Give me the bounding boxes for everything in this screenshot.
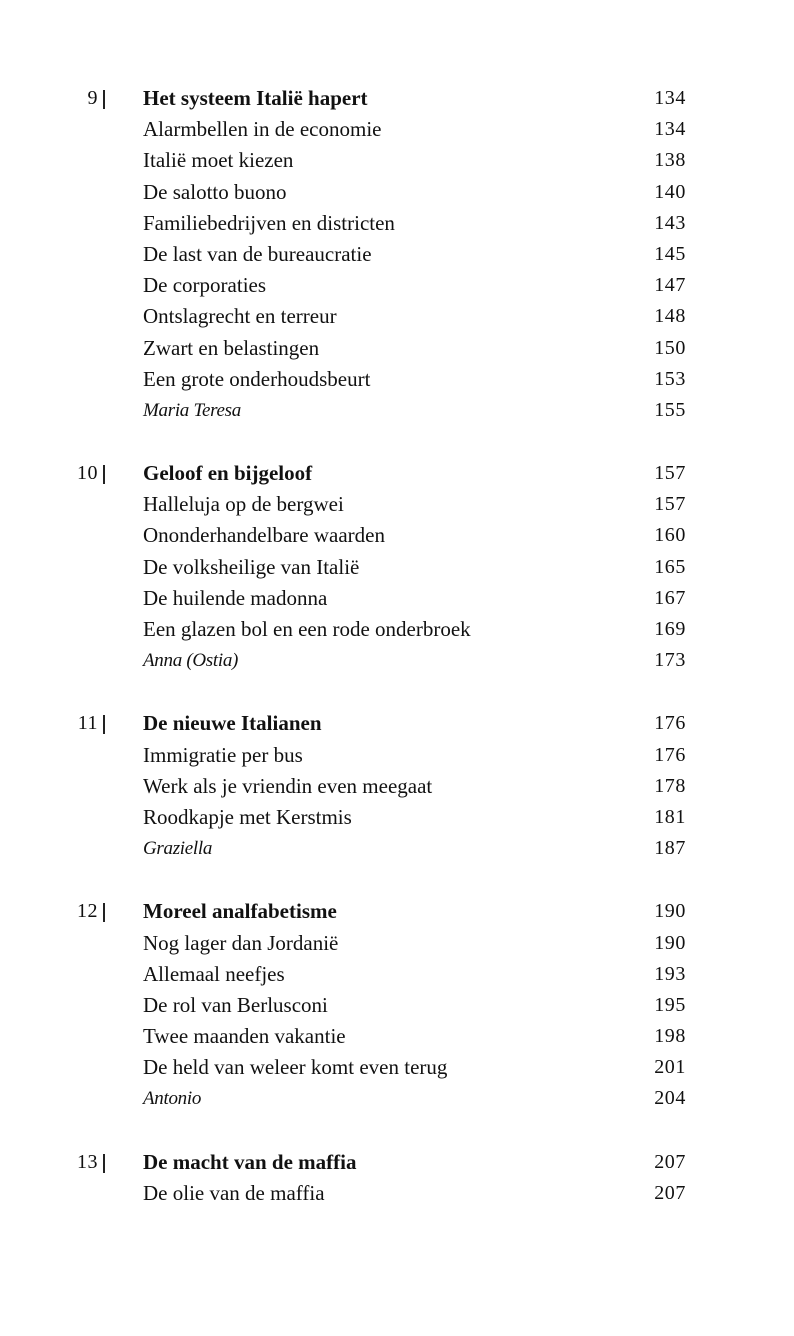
section-page-number: 155 [654, 398, 686, 421]
chapter-page-number: 157 [654, 462, 686, 485]
section-title: Ontslagrecht en terreur [143, 304, 337, 329]
chapter-block [0, 1147, 794, 1209]
section-page-number: 148 [654, 305, 686, 328]
section-entry[interactable] [0, 990, 794, 1021]
section-page-number: 207 [654, 1181, 686, 1204]
section-entry[interactable] [0, 1021, 794, 1052]
section-title: Familiebedrijven en districten [143, 210, 395, 235]
section-title: De held van weleer komt even terug [143, 1055, 448, 1080]
section-entry[interactable] [0, 959, 794, 990]
section-page-number: 195 [654, 993, 686, 1016]
chapter-heading[interactable] [0, 458, 794, 489]
section-title: Italië moet kiezen [143, 148, 294, 173]
chapter-block [0, 708, 794, 864]
section-title: Antonio [143, 1088, 202, 1110]
section-page-number: 204 [654, 1087, 686, 1110]
section-page-number: 169 [654, 618, 686, 640]
chapter-divider [103, 715, 105, 734]
section-title: Graziella [143, 838, 213, 860]
chapter-block [0, 83, 794, 426]
chapter-title: De nieuwe Italianen [143, 711, 322, 736]
section-page-number: 201 [654, 1056, 686, 1079]
section-entry[interactable] [0, 333, 794, 364]
chapter-heading[interactable] [0, 896, 794, 927]
section-entry[interactable] [0, 1178, 794, 1209]
section-entry[interactable] [0, 489, 794, 520]
chapter-number: 12 [77, 900, 98, 923]
section-page-number: 193 [654, 962, 686, 985]
section-entry[interactable] [0, 740, 794, 771]
section-entry[interactable] [0, 364, 794, 395]
section-title: Halleluja op de bergwei [143, 492, 344, 517]
section-entry[interactable] [0, 114, 794, 145]
section-title: Immigratie per bus [143, 742, 303, 767]
section-page-number: 145 [654, 242, 686, 265]
chapter-divider [103, 1154, 105, 1173]
section-title: Anna (Ostia) [143, 650, 239, 672]
section-entry[interactable] [0, 177, 794, 208]
chapter-title: Moreel analfabetisme [143, 899, 337, 924]
chapter-page-number: 207 [654, 1150, 686, 1173]
section-entry[interactable] [0, 208, 794, 239]
chapter-heading[interactable] [0, 1147, 794, 1178]
section-title: De huilende madonna [143, 585, 328, 610]
section-title: De last van de bureaucratie [143, 241, 372, 266]
section-page-number: 167 [654, 586, 686, 609]
chapter-divider [103, 90, 105, 109]
section-entry[interactable] [0, 583, 794, 614]
section-entry[interactable] [0, 552, 794, 583]
section-page-number: 150 [654, 336, 686, 359]
chapter-number: 11 [77, 712, 98, 735]
section-page-number: 157 [654, 493, 686, 516]
section-entry[interactable] [0, 1052, 794, 1083]
section-page-number: 173 [654, 649, 686, 672]
chapter-number: 13 [77, 1150, 98, 1173]
section-entry[interactable] [0, 802, 794, 833]
section-title: Alarmbellen in de economie [143, 117, 382, 142]
chapter-heading[interactable] [0, 708, 794, 739]
section-title: Nog lager dan Jordanië [143, 930, 339, 955]
section-title: Allemaal neefjes [143, 961, 285, 986]
section-title: Werk als je vriendin even meegaat [143, 773, 433, 798]
section-entry[interactable] [0, 301, 794, 332]
section-page-number: 181 [654, 805, 686, 828]
section-page-number: 147 [654, 274, 686, 297]
portrait-entry[interactable] [0, 1083, 794, 1114]
portrait-entry[interactable] [0, 645, 794, 676]
section-title: Twee maanden vakantie [143, 1024, 346, 1049]
chapter-block [0, 458, 794, 676]
section-entry[interactable] [0, 771, 794, 802]
section-page-number: 176 [654, 743, 686, 766]
section-title: De rol van Berlusconi [143, 992, 328, 1017]
section-page-number: 140 [654, 180, 686, 203]
chapter-block [0, 896, 794, 1114]
chapter-divider [103, 465, 105, 484]
section-page-number: 138 [654, 149, 686, 172]
section-entry[interactable] [0, 928, 794, 959]
chapter-page-number: 134 [654, 87, 686, 109]
table-of-contents [0, 83, 794, 1241]
section-page-number: 178 [654, 774, 686, 797]
section-title: Maria Teresa [143, 399, 241, 421]
section-title: Een grote onderhoudsbeurt [143, 366, 371, 391]
section-title: De salotto buono [143, 179, 287, 204]
section-page-number: 160 [654, 524, 686, 547]
portrait-entry[interactable] [0, 833, 794, 864]
section-title: De olie van de maffia [143, 1180, 325, 1205]
chapter-number: 10 [77, 462, 98, 485]
section-page-number: 134 [654, 118, 686, 141]
section-page-number: 187 [654, 837, 686, 860]
chapter-title: De macht van de maffia [143, 1149, 357, 1174]
section-page-number: 165 [654, 555, 686, 578]
section-entry[interactable] [0, 270, 794, 301]
chapter-page-number: 176 [654, 712, 686, 735]
section-page-number: 198 [654, 1025, 686, 1048]
chapter-number: 9 [87, 87, 98, 109]
section-entry[interactable] [0, 614, 794, 645]
section-page-number: 190 [654, 931, 686, 954]
section-title: Roodkapje met Kerstmis [143, 804, 352, 829]
portrait-entry[interactable] [0, 395, 794, 426]
chapter-title: Het systeem Italië hapert [143, 86, 368, 110]
section-title: Zwart en belastingen [143, 335, 320, 360]
section-entry[interactable] [0, 239, 794, 270]
chapter-page-number: 190 [654, 900, 686, 923]
chapter-heading[interactable] [0, 83, 794, 114]
section-entry[interactable] [0, 520, 794, 551]
section-title: Een glazen bol en een rode onderbroek [143, 617, 471, 641]
section-entry[interactable] [0, 145, 794, 176]
section-title: De volksheilige van Italië [143, 554, 360, 579]
section-title: De corporaties [143, 273, 267, 298]
section-page-number: 153 [654, 367, 686, 390]
chapter-title: Geloof en bijgeloof [143, 461, 313, 486]
section-page-number: 143 [654, 211, 686, 234]
section-title: Ononderhandelbare waarden [143, 523, 385, 548]
chapter-divider [103, 903, 105, 922]
